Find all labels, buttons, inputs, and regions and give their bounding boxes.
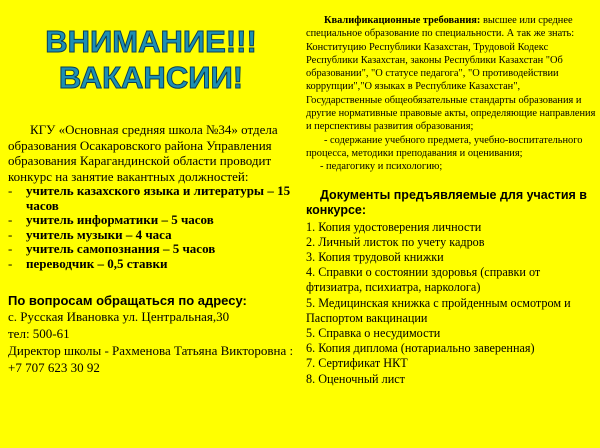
- list-dash: -: [8, 255, 13, 271]
- list-item: 4. Справки о состоянии здоровья (справки от фтизиатра, психиатра, нарколога): [306, 265, 541, 295]
- list-item: 6. Копия диплома (нотариально заверенная): [306, 341, 535, 356]
- contact-address: с. Русская Ивановка ул. Центральная,30: [8, 309, 230, 324]
- list-item: 5. Медицинская книжка с пройденным осмотром и Паспортом вакцинации: [306, 295, 571, 325]
- vacancy-text: учитель казахского языка и литературы – 15 часов: [26, 183, 291, 213]
- list-item: [8, 257, 294, 272]
- vacancy-text: переводчик – 0,5 ставки: [26, 255, 168, 271]
- list-item: 2. Личный листок по учету кадров: [306, 234, 485, 249]
- list-dash: -: [8, 226, 13, 242]
- headline-vacancies: ВАКАНСИИ!: [58, 60, 244, 95]
- qualification-text: высшее или среднее специальное образование по специальности. А так же знать: Конституцию Республики Казахстан, Трудовой Кодекс Республики Казахстан, законы Республики Казахстан "Об образовании", "О статусе педагога", "О противодействии коррупции","О языках в Республике Казахстан", Государственные общеобязательные стандарты образования и другие нормативные правовые акты, определяющие направления и перспективы развития образования;: [306, 15, 596, 133]
- list-dash: -: [8, 183, 13, 198]
- contact-title: По вопросам обращаться по адресу:: [8, 293, 247, 308]
- qualification-lead: Квалификационные требования:: [324, 15, 481, 26]
- list-dash: -: [8, 241, 13, 256]
- list-item: 3. Копия трудовой книжки: [306, 249, 444, 264]
- list-item: [8, 184, 294, 213]
- qualification-sub2: - педагогику и психологию;: [320, 161, 443, 173]
- qualification-requirements: [306, 14, 596, 174]
- list-item: 5. Справка о несудимости: [306, 325, 441, 340]
- vacancy-text: учитель музыки – 4 часа: [26, 226, 172, 242]
- documents-list: [306, 220, 596, 387]
- vacancy-list: [8, 184, 294, 271]
- left-column: [8, 20, 294, 376]
- list-item: [8, 242, 294, 257]
- vacancy-text: учитель самопознания – 5 часов: [26, 241, 216, 256]
- list-item: 7. Сертификат НКТ: [306, 356, 408, 371]
- qualification-sub1: - содержание учебного предмета, учебно-воспитательного процесса, методики преподавания и оценивания;: [306, 134, 583, 159]
- list-item: [8, 213, 294, 228]
- contact-director: Директор школы - Рахменова Татьяна Викторовна : +7 707 623 30 92: [8, 343, 294, 375]
- contact-phone: тел: 500-61: [8, 326, 70, 341]
- headline-attention: ВНИМАНИЕ!!!: [45, 24, 257, 59]
- documents-title: Документы предъявляемые для участия в конкурсе:: [306, 187, 587, 217]
- headline: [8, 24, 294, 96]
- intro-paragraph: КГУ «Основная средняя школа №34» отдела образования Осакаровского района Управления образования Карагандинской области проводит конкурс на занятие вакантных должностей:: [8, 122, 278, 184]
- list-item: 1. Копия удостоверения личности: [306, 219, 482, 234]
- list-item: [8, 228, 294, 243]
- vacancy-text: учитель информатики – 5 часов: [26, 212, 214, 227]
- list-item: 8. Оценочный лист: [306, 371, 405, 386]
- right-column: [306, 14, 596, 387]
- contact-block: [8, 308, 294, 376]
- list-dash: -: [8, 212, 13, 227]
